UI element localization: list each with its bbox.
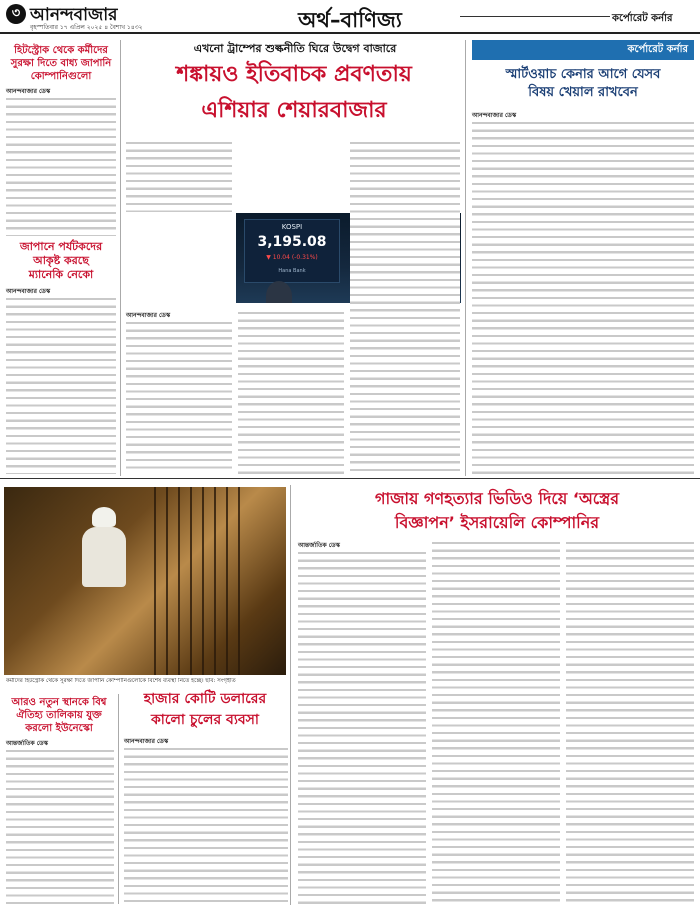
headline-line: ঐতিহ্য তালিকায় যুক্ত	[16, 710, 102, 721]
worker-body	[82, 527, 126, 587]
photo-detail	[166, 487, 168, 675]
page-header	[0, 0, 700, 34]
gaza-headline-line1: গাজায় গণহত্যার ভিডিও দিয়ে ‘অস্ত্রের	[374, 489, 620, 508]
kicker: এখনো ট্রাম্পের শুল্কনীতি ঘিরে উদ্বেগ বাজারে	[193, 42, 397, 55]
left-story1-body	[6, 96, 116, 236]
photo-detail	[154, 487, 156, 675]
headline-line: হিটস্ট্রোক থেকে কর্মীদের	[14, 45, 108, 56]
bank-brand: Hana Bank	[278, 268, 306, 274]
gaza-byline: আন্তর্জাতিক ডেস্ক	[298, 542, 340, 549]
column-rule	[290, 485, 291, 905]
hair-workshop-photo	[4, 487, 286, 675]
corporate-corner-label: কর্পোরেট কর্নার	[612, 13, 673, 24]
photo-detail	[214, 487, 216, 675]
unesco-body	[6, 748, 114, 904]
right-story1-byline: আনন্দবাজার ডেস্ক	[472, 112, 517, 119]
center-body-col2	[238, 310, 344, 474]
center-body-col3	[350, 140, 460, 474]
kospi-panel	[244, 219, 340, 283]
photo-detail	[226, 487, 228, 675]
kospi-label: KOSPI	[281, 223, 303, 231]
unesco-byline: আন্তর্জাতিক ডেস্ক	[6, 740, 48, 747]
headline-line: আরও নতুন স্থানকে বিশ্ব	[11, 697, 107, 708]
left-story2-byline: আনন্দবাজার ডেস্ক	[6, 288, 51, 295]
headline-line: কোম্পানিগুলো	[30, 71, 92, 82]
hair-headline-line2: কালো চুলের ব্যবসা	[151, 712, 259, 728]
worker-figure	[74, 507, 134, 587]
section-rule	[0, 478, 700, 479]
right-story1-body	[472, 120, 694, 474]
kospi-change: ▼ 10.04 (-0.31%)	[266, 254, 318, 261]
hair-body	[124, 746, 288, 904]
headline-line: আকৃষ্ট করছে	[33, 254, 89, 267]
photo-detail	[238, 487, 240, 675]
right-story1-headline	[472, 66, 694, 102]
lead-headline-line1: শঙ্কায়ও ইতিবাচক প্রবণতায়	[176, 62, 412, 87]
gaza-body-col1	[298, 550, 426, 904]
lead-headline-line2: এশিয়ার শেয়ারবাজার	[201, 98, 387, 123]
headline-line: স্মার্টওয়াচ কেনার আগে যেসব	[505, 67, 661, 82]
kospi-value: 3,195.08	[257, 234, 327, 250]
hair-byline: আনন্দবাজার ডেস্ক	[124, 738, 169, 745]
photo-caption: কর্মীদের হিটস্ট্রোক থেকে সুরক্ষা দিতে জাপানি কোম্পানিগুলোকে বিশেষ ব্যবস্থা নিতে হচ্ছে। ছবি: সংগৃহীত	[6, 678, 236, 684]
hair-headline-line1: হাজার কোটি ডলারের	[143, 691, 267, 707]
headline-line: সুরক্ষা দিতে বাধ্য জাপানি	[10, 58, 112, 69]
gaza-headline-line2: বিজ্ঞাপন’ ইসরায়েলি কোম্পানির	[394, 513, 600, 532]
photo-detail	[178, 487, 180, 675]
gaza-body-col3	[566, 540, 694, 904]
headline-line: জাপানে পর্যটকদের	[19, 240, 103, 253]
headline-line: করলো ইউনেস্কো	[25, 723, 93, 734]
person-silhouette	[266, 281, 292, 303]
column-rule	[120, 40, 121, 476]
center-body-col1	[126, 320, 232, 474]
left-story1-headline	[6, 44, 116, 83]
gaza-body-col2	[432, 540, 560, 904]
masthead: আনন্দবাজার	[30, 5, 118, 25]
page-number: ৩	[6, 4, 26, 24]
center-body-top	[126, 140, 232, 212]
left-story2-headline	[6, 240, 116, 282]
dateline: বৃহস্পতিবার ১৭ এপ্রিল ২০২৫ ৪ বৈশাখ ১৪৩২	[30, 24, 143, 31]
section-title: অর্থ–বাণিজ্য	[298, 8, 402, 32]
headline-line: ম্যানেকি নেকো	[28, 268, 94, 281]
photo-detail	[190, 487, 192, 675]
left-story1-byline: আনন্দবাজার ডেস্ক	[6, 88, 51, 95]
header-rule	[460, 16, 610, 17]
photo-detail	[202, 487, 204, 675]
helmet	[92, 507, 116, 527]
corporate-corner-banner: কর্পোরেট কর্নার	[472, 40, 694, 60]
center-story-byline: আনন্দবাজার ডেস্ক	[126, 312, 171, 319]
column-rule	[118, 694, 119, 904]
headline-line: বিষয় খেয়াল রাখবেন	[528, 85, 638, 100]
left-story2-body	[6, 296, 116, 474]
unesco-headline	[4, 696, 114, 735]
column-rule	[465, 40, 466, 476]
